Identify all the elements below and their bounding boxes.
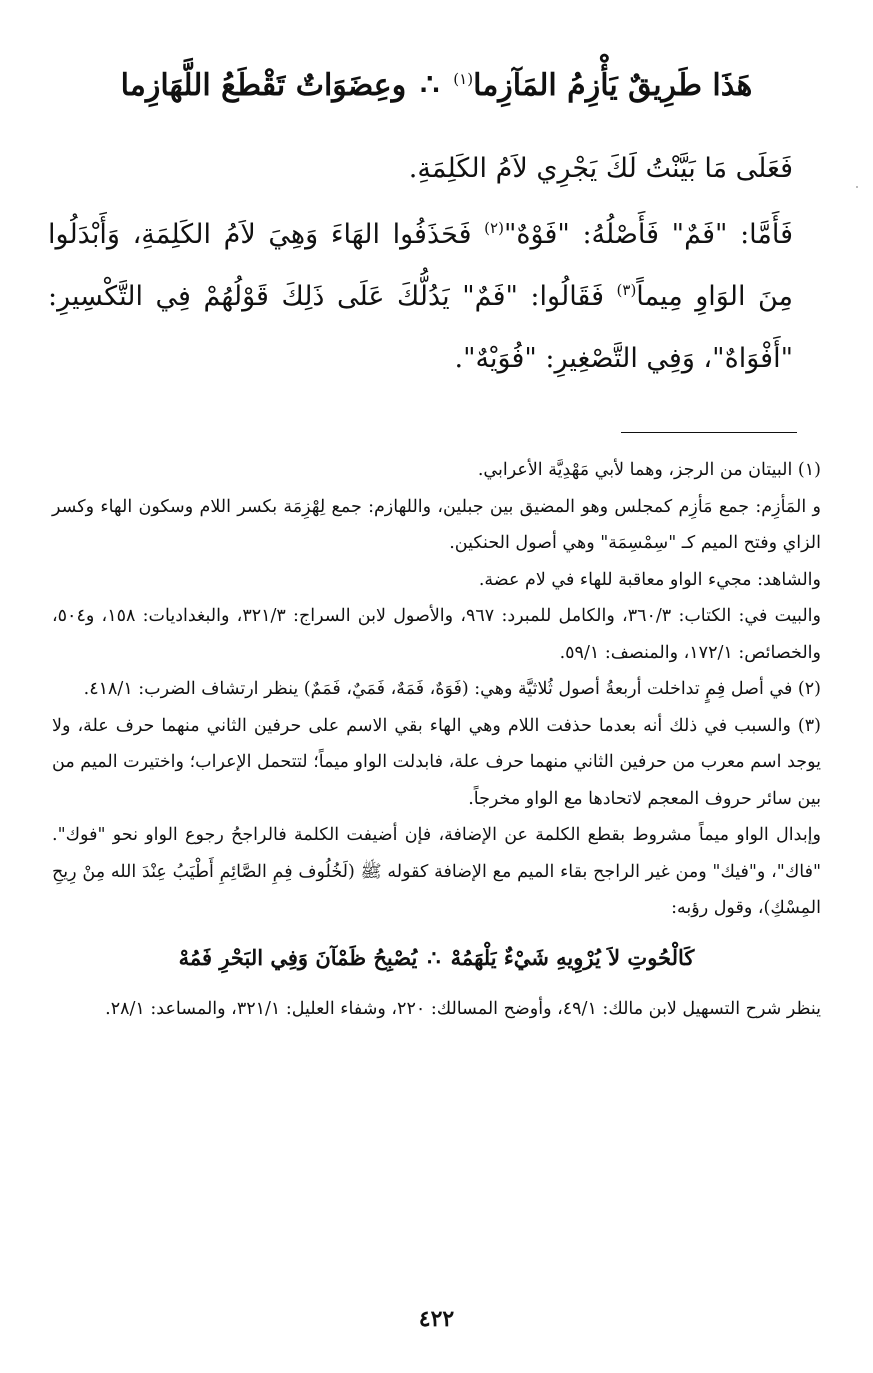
footnote-ref: (١) (453, 70, 474, 88)
body-text (48, 138, 821, 390)
footnote-verse-separator: ∴ (427, 944, 441, 970)
footnote-separator-rule (621, 432, 797, 433)
footnotes (52, 452, 821, 1027)
verse-first-hemistich: هَذَا طَرِيقٌ يَأْزِمُ المَآزِما (473, 68, 753, 103)
body-paragraph (48, 204, 821, 390)
footnote-1: (١) البيتان من الرجز، وهما لأبي مَهْدِيَّة الأعرابي. (477, 460, 821, 480)
body-paragraph: فَعَلَى مَا بَيَّنْتُ لَكَ يَجْرِي لاَمُ الكَلِمَةِ. (408, 153, 793, 184)
footnote-1-paragraph: والبيت في: الكتاب: ٣٦٠/٣، والكامل للمبرد: ٩٦٧، والأصول لابن السراج: ٣٢١/٣، والبغداديات: ١٥٨، و٥٠٤، والخصائص: ١٧٢/١، والمنصف: ٥٩/١. (52, 606, 821, 663)
verse-second-hemistich: وعِضَوَاتٌ تَقْطَعُ اللَّهَازِما (120, 68, 407, 103)
footnote-verse-first: كَالْحُوتِ لاَ يُرْوِيهِ شَيْءٌ يَلْهَمُهْ (450, 944, 695, 970)
footnote-3: (٣) والسبب في ذلك أنه بعدما حذفت اللام وهي الهاء بقي الاسم على حرفين الثاني منهما حرف علة، ولا يوجد اسم معرب من حرفين الثاني منهما حرف علة، فابدلت الواو ميماً؛ لتتحمل الإعراب؛ واختيرت الميم من بين سائر حروف المعجم لاتحادها مع الواو مخرجاً. (52, 715, 821, 809)
verse-separator: ∴ (420, 68, 440, 103)
main-verse (60, 58, 813, 114)
footnote-3-paragraph: وإبدال الواو ميماً مشروط بقطع الكلمة عن الإضافة، فإن أضيفت الكلمة فالراجحُ رجوع الواو نحو "فوك". "فاك"، و"فيك" ومن غير الراجح بقاء الميم مع الإضافة كقوله ﷺ (لَخُلُوف فِمِ الصَّائِمِ أَطْيَبُ عِنْدَ الله مِنْ رِيحِ المِسْكِ)، وقول رؤبه: (52, 825, 821, 918)
footnote-1-paragraph: والشاهد: مجيء الواو معاقبة للهاء في لام عضة. (478, 569, 821, 590)
body-text-span: فَحَذَفُوا الهَاءَ وَهِيَ لاَمُ الكَلِمَةِ، وَأَبْدَلُوا مِنَ الوَاوِ مِيماً (48, 219, 793, 312)
page-number: ٤٢٢ (418, 1306, 455, 1332)
footnote-ref: (٢) (484, 219, 504, 237)
body-text-span: فَأَمَّا: "فَمٌ" فَأَصْلُهُ: "فَوْهٌ" (503, 219, 793, 250)
margin-speck (856, 186, 858, 188)
body-text-span: فَقَالُوا: "فَمٌ" يَدُلُّكَ عَلَى ذَلِكَ قَوْلُهُمْ فِي التَّكْسِيرِ: "أَفْوَاهٌ"، وَفِي التَّصْغِيرِ: "فُوَيْهٌ". (48, 281, 793, 374)
footnote-2: (٢) في أصل فِمٍ تداخلت أربعةُ أصول ثُلاثيَّة وهي: (فَوَهٌ، فَمَهٌ، فَمَيٌ، فَمَمٌ) ينظر ارتشاف الضرب: ٤١٨/١. (83, 679, 821, 699)
footnote-3-paragraph: ينظر شرح التسهيل لابن مالك: ٤٩/١، وأوضح المسالك: ٢٢٠، وشفاء العليل: ٣٢١/١، والمساعد: ٢٨/١. (105, 998, 821, 1019)
footnote-ref: (٣) (616, 281, 637, 299)
footnote-1-paragraph: و المَأزِم: جمع مَأزِم كمجلس وهو المضيق بين جبلين، واللهازم: جمع لِهْزِمَة بكسر اللام وسكون الهاء وكسر الزاي وفتح الميم كـ "سِمْسِمَة" وهي أصول الحنكين. (52, 496, 821, 553)
footnote-verse (52, 935, 821, 981)
footnote-verse-second: يُصْبِحُ ظَمْآنَ وَفِي البَحْرِ فَمُهْ (178, 944, 418, 970)
